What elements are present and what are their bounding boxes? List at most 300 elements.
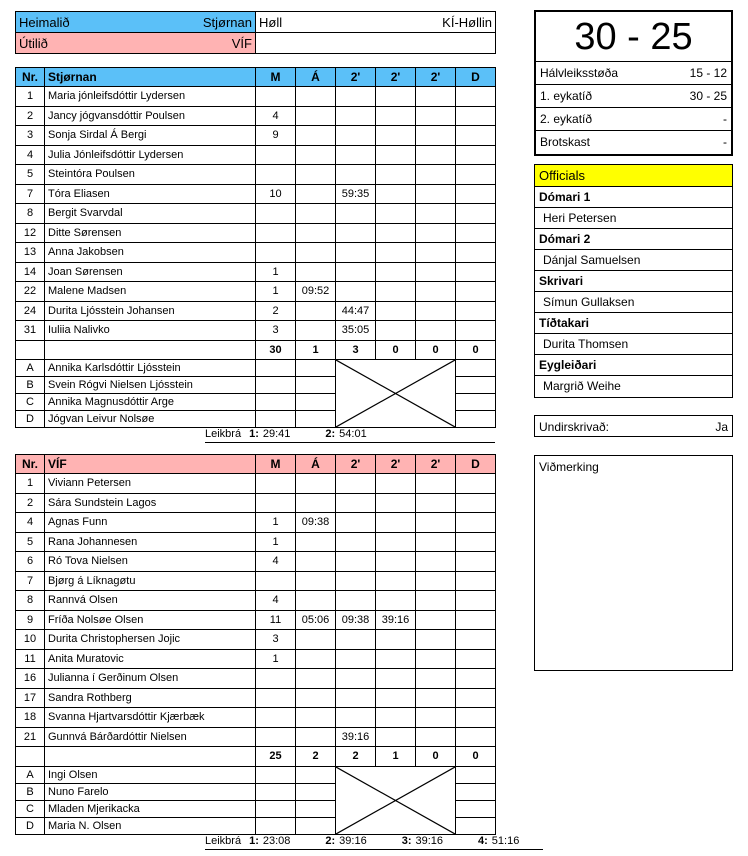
- total-d: 0: [456, 747, 496, 767]
- col-stat: 2': [336, 455, 376, 474]
- player-stat-a: [296, 165, 336, 185]
- player-stat-t1: [336, 571, 376, 591]
- player-name: Sára Sundstein Lagos: [45, 493, 256, 513]
- official-stat-a: [296, 783, 336, 800]
- total-t2: 0: [376, 340, 416, 360]
- away-team-cell: [16, 33, 256, 54]
- player-stat-m: [256, 223, 296, 243]
- total-t2: 1: [376, 747, 416, 767]
- player-number: 18: [16, 708, 45, 728]
- official-stat-d: [456, 394, 496, 411]
- player-stat-d: [456, 126, 496, 146]
- official-stat-d: [456, 817, 496, 834]
- official-letter: B: [16, 783, 45, 800]
- totals-row: [16, 340, 496, 360]
- col-stat: 2': [376, 455, 416, 474]
- totals-nr-blank: [16, 340, 45, 360]
- official-stat-m: [256, 817, 296, 834]
- player-row: [16, 610, 496, 630]
- official-person: Heri Petersen: [535, 208, 732, 229]
- score-detail-value: -: [723, 112, 727, 126]
- player-number: 2: [16, 106, 45, 126]
- player-stat-t3: [416, 301, 456, 321]
- player-row: [16, 301, 496, 321]
- player-name: Tóra Eliasen: [45, 184, 256, 204]
- player-stat-t1: [336, 106, 376, 126]
- timeout-time: 39:16: [339, 835, 367, 847]
- player-row: [16, 184, 496, 204]
- team-official-row: [16, 360, 496, 377]
- col-stat: 2': [336, 68, 376, 87]
- home-team-table: [15, 67, 496, 428]
- player-stat-m: 10: [256, 184, 296, 204]
- official-stat-m: [256, 766, 296, 783]
- player-stat-t3: [416, 223, 456, 243]
- player-stat-d: [456, 610, 496, 630]
- player-stat-a: [296, 571, 336, 591]
- player-stat-a: [296, 727, 336, 747]
- player-stat-t1: [336, 688, 376, 708]
- player-stat-a: [296, 532, 336, 552]
- player-stat-a: [296, 106, 336, 126]
- player-number: 22: [16, 282, 45, 302]
- timeout-time: 23:08: [262, 835, 291, 847]
- player-number: 13: [16, 243, 45, 263]
- player-stat-a: [296, 126, 336, 146]
- player-stat-t3: [416, 204, 456, 224]
- player-stat-t2: [376, 532, 416, 552]
- player-stat-t3: [416, 282, 456, 302]
- cross-mark-icon: [336, 767, 455, 834]
- player-stat-t2: [376, 513, 416, 533]
- officials-panel: [534, 164, 733, 398]
- player-stat-d: [456, 532, 496, 552]
- player-name: Fríða Nolsøe Olsen: [45, 610, 256, 630]
- player-stat-a: [296, 87, 336, 107]
- player-stat-t2: [376, 727, 416, 747]
- official-role: Eygleiðari: [535, 355, 732, 376]
- col-team-name: VÍF: [45, 455, 256, 474]
- official-person: Durita Thomsen: [535, 334, 732, 355]
- player-name: Bergit Svarvdal: [45, 204, 256, 224]
- score-detail-label: Hálvleiksstøða: [540, 66, 619, 80]
- player-stat-t1: [336, 87, 376, 107]
- official-letter: B: [16, 377, 45, 394]
- timeout-entry: [249, 428, 290, 440]
- player-number: 7: [16, 571, 45, 591]
- player-row: [16, 243, 496, 263]
- player-stat-t3: [416, 649, 456, 669]
- player-name: Gunnvá Bárðardóttir Nielsen: [45, 727, 256, 747]
- player-number: 2: [16, 493, 45, 513]
- player-stat-t1: [336, 282, 376, 302]
- player-number: 14: [16, 262, 45, 282]
- player-stat-a: 05:06: [296, 610, 336, 630]
- remarks-label: Viðmerking: [539, 460, 599, 474]
- crossed-out-cell: [336, 360, 456, 428]
- player-stat-d: [456, 688, 496, 708]
- player-row: [16, 282, 496, 302]
- player-name: Svanna Hjartvarsdóttir Kjærbæk: [45, 708, 256, 728]
- player-row: [16, 532, 496, 552]
- player-stat-t2: [376, 223, 416, 243]
- total-a: 2: [296, 747, 336, 767]
- player-stat-t3: [416, 184, 456, 204]
- official-stat-a: [296, 766, 336, 783]
- player-name: Sonja Sirdal Á Bergi: [45, 126, 256, 146]
- timeout-time: 51:16: [491, 835, 520, 847]
- timeout-entry: [325, 428, 366, 440]
- player-number: 24: [16, 301, 45, 321]
- official-stat-a: [296, 377, 336, 394]
- player-stat-t1: 39:16: [336, 727, 376, 747]
- official-person: Dánjal Samuelsen: [535, 250, 732, 271]
- col-stat: 2': [376, 68, 416, 87]
- player-stat-a: [296, 649, 336, 669]
- player-row: [16, 262, 496, 282]
- player-number: 1: [16, 474, 45, 494]
- player-stat-m: 4: [256, 591, 296, 611]
- player-row: [16, 493, 496, 513]
- player-row: [16, 204, 496, 224]
- total-t1: 3: [336, 340, 376, 360]
- away-venue-cell: [256, 33, 496, 54]
- official-stat-d: [456, 411, 496, 428]
- player-number: 16: [16, 669, 45, 689]
- timeout-number: 2:: [325, 428, 336, 440]
- player-stat-d: [456, 669, 496, 689]
- score-detail-label: 2. eykatíð: [540, 112, 593, 126]
- official-name: Jógvan Leivur Nolsøe: [45, 411, 256, 428]
- player-stat-t2: [376, 106, 416, 126]
- player-number: 4: [16, 145, 45, 165]
- signed-value: Ja: [715, 420, 728, 434]
- player-number: 8: [16, 591, 45, 611]
- player-stat-t1: [336, 532, 376, 552]
- official-stat-a: [296, 394, 336, 411]
- official-stat-m: [256, 411, 296, 428]
- player-stat-t1: [336, 493, 376, 513]
- player-stat-a: [296, 204, 336, 224]
- col-nr: Nr.: [16, 455, 45, 474]
- crossed-out-cell: [336, 766, 456, 834]
- score-detail-row: [536, 85, 731, 108]
- player-stat-a: [296, 630, 336, 650]
- player-stat-m: 9: [256, 126, 296, 146]
- official-stat-a: [296, 360, 336, 377]
- score-detail-row: [536, 108, 731, 131]
- official-stat-d: [456, 377, 496, 394]
- player-number: 4: [16, 513, 45, 533]
- player-stat-t2: [376, 552, 416, 572]
- official-name: Svein Rógvi Nielsen Ljósstein: [45, 377, 256, 394]
- player-stat-t1: [336, 243, 376, 263]
- away-team-name: VÍF: [231, 35, 252, 51]
- signed-row: [534, 415, 733, 437]
- timeouts-label: Leikbrá: [205, 835, 242, 847]
- table-header-row: [16, 455, 496, 474]
- player-stat-t1: [336, 591, 376, 611]
- player-row: [16, 649, 496, 669]
- player-stat-t1: [336, 513, 376, 533]
- player-stat-t3: [416, 532, 456, 552]
- player-stat-t3: [416, 262, 456, 282]
- player-row: [16, 106, 496, 126]
- player-stat-t3: [416, 727, 456, 747]
- player-stat-m: [256, 474, 296, 494]
- player-stat-t2: [376, 708, 416, 728]
- total-d: 0: [456, 340, 496, 360]
- total-t3: 0: [416, 340, 456, 360]
- player-row: [16, 126, 496, 146]
- col-stat: D: [456, 68, 496, 87]
- player-stat-t2: [376, 649, 416, 669]
- player-stat-d: [456, 493, 496, 513]
- official-letter: A: [16, 360, 45, 377]
- player-stat-t2: 39:16: [376, 610, 416, 630]
- player-stat-a: [296, 262, 336, 282]
- player-row: [16, 571, 496, 591]
- player-stat-m: 3: [256, 321, 296, 341]
- player-stat-a: 09:38: [296, 513, 336, 533]
- timeout-number: 1:: [249, 835, 259, 847]
- official-role: Dómari 1: [535, 187, 732, 208]
- player-stat-d: [456, 513, 496, 533]
- player-stat-t2: [376, 165, 416, 185]
- official-name: Nuno Farelo: [45, 783, 256, 800]
- official-name: Maria N. Olsen: [45, 817, 256, 834]
- player-stat-m: 1: [256, 262, 296, 282]
- score-detail-row: [536, 131, 731, 154]
- official-stat-a: [296, 817, 336, 834]
- player-number: 6: [16, 552, 45, 572]
- away-label: Útilið: [19, 35, 48, 51]
- official-name: Ingi Olsen: [45, 766, 256, 783]
- away-team-table: [15, 454, 496, 835]
- timeout-time: 39:16: [415, 835, 444, 847]
- player-stat-m: 1: [256, 282, 296, 302]
- player-name: Durita Ljósstein Johansen: [45, 301, 256, 321]
- score-detail-value: 15 - 12: [689, 66, 727, 80]
- player-stat-t2: [376, 243, 416, 263]
- player-stat-t1: 59:35: [336, 184, 376, 204]
- player-stat-a: [296, 669, 336, 689]
- player-name: Joan Sørensen: [45, 262, 256, 282]
- player-stat-t2: [376, 321, 416, 341]
- player-name: Ró Tova Nielsen: [45, 552, 256, 572]
- total-t3: 0: [416, 747, 456, 767]
- official-name: Annika Magnusdóttir Arge: [45, 394, 256, 411]
- player-stat-a: [296, 243, 336, 263]
- player-stat-d: [456, 474, 496, 494]
- player-name: Julianna í Gerðinum Olsen: [45, 669, 256, 689]
- player-stat-d: [456, 727, 496, 747]
- totals-row: [16, 747, 496, 767]
- totals-name-blank: [45, 747, 256, 767]
- player-stat-a: [296, 708, 336, 728]
- player-stat-t3: [416, 630, 456, 650]
- player-stat-a: [296, 301, 336, 321]
- official-stat-d: [456, 800, 496, 817]
- player-row: [16, 145, 496, 165]
- player-number: 7: [16, 184, 45, 204]
- player-number: 12: [16, 223, 45, 243]
- player-stat-t1: [336, 630, 376, 650]
- col-stat: M: [256, 68, 296, 87]
- player-stat-t2: [376, 301, 416, 321]
- player-stat-t3: [416, 591, 456, 611]
- player-stat-t1: [336, 708, 376, 728]
- player-stat-t2: [376, 474, 416, 494]
- official-stat-m: [256, 800, 296, 817]
- timeout-entry: [402, 835, 443, 847]
- player-stat-d: [456, 145, 496, 165]
- away-timeouts: [205, 835, 543, 850]
- player-stat-t3: [416, 610, 456, 630]
- player-name: Maria jónleifsdóttir Lydersen: [45, 87, 256, 107]
- player-row: [16, 321, 496, 341]
- timeout-number: 1:: [249, 428, 259, 440]
- player-row: [16, 688, 496, 708]
- timeout-entry: [478, 835, 519, 847]
- player-stat-t3: [416, 126, 456, 146]
- player-row: [16, 165, 496, 185]
- player-name: Durita Christophersen Jojic: [45, 630, 256, 650]
- player-stat-m: 2: [256, 301, 296, 321]
- player-stat-t2: [376, 591, 416, 611]
- official-name: Mladen Mjerikacka: [45, 800, 256, 817]
- score-detail-row: [536, 62, 731, 85]
- officials-title: Officials: [535, 165, 732, 187]
- venue-cell: [256, 12, 496, 33]
- player-stat-d: [456, 321, 496, 341]
- total-m: 30: [256, 340, 296, 360]
- official-stat-d: [456, 783, 496, 800]
- player-stat-t1: [336, 223, 376, 243]
- official-person: Símun Gullaksen: [535, 292, 732, 313]
- player-stat-d: [456, 106, 496, 126]
- player-number: 1: [16, 87, 45, 107]
- official-role: Skrivari: [535, 271, 732, 292]
- player-stat-t2: [376, 282, 416, 302]
- player-stat-a: [296, 474, 336, 494]
- player-stat-d: [456, 591, 496, 611]
- player-number: 11: [16, 649, 45, 669]
- player-row: [16, 630, 496, 650]
- player-stat-d: [456, 282, 496, 302]
- home-team-cell: [16, 12, 256, 33]
- official-letter: A: [16, 766, 45, 783]
- timeout-number: 2:: [325, 835, 336, 847]
- player-stat-m: [256, 165, 296, 185]
- official-stat-m: [256, 377, 296, 394]
- player-stat-d: [456, 708, 496, 728]
- player-stat-t3: [416, 474, 456, 494]
- official-name: Annika Karlsdóttir Ljósstein: [45, 360, 256, 377]
- player-stat-t1: [336, 262, 376, 282]
- team-official-row: [16, 766, 496, 783]
- player-stat-t1: [336, 204, 376, 224]
- player-stat-t2: [376, 630, 416, 650]
- player-number: 3: [16, 126, 45, 146]
- player-stat-d: [456, 262, 496, 282]
- player-number: 5: [16, 165, 45, 185]
- venue-name: KÍ-Høllin: [442, 14, 492, 30]
- player-stat-t3: [416, 106, 456, 126]
- player-stat-a: [296, 552, 336, 572]
- player-stat-a: [296, 321, 336, 341]
- official-letter: C: [16, 800, 45, 817]
- player-stat-m: 3: [256, 630, 296, 650]
- player-name: Ditte Sørensen: [45, 223, 256, 243]
- player-stat-t3: [416, 688, 456, 708]
- totals-name-blank: [45, 340, 256, 360]
- official-role: Tíðtakari: [535, 313, 732, 334]
- table-header-row: [16, 68, 496, 87]
- player-stat-t3: [416, 552, 456, 572]
- total-t1: 2: [336, 747, 376, 767]
- player-name: Jancy jógvansdóttir Poulsen: [45, 106, 256, 126]
- player-stat-m: [256, 145, 296, 165]
- col-stat: Á: [296, 68, 336, 87]
- official-person: Margrið Weihe: [543, 379, 621, 393]
- player-stat-t3: [416, 321, 456, 341]
- player-stat-a: [296, 493, 336, 513]
- player-stat-t2: [376, 184, 416, 204]
- player-stat-m: [256, 571, 296, 591]
- player-stat-t1: [336, 126, 376, 146]
- total-a: 1: [296, 340, 336, 360]
- player-stat-d: [456, 301, 496, 321]
- player-number: 21: [16, 727, 45, 747]
- player-stat-d: [456, 552, 496, 572]
- cross-mark-icon: [336, 360, 455, 427]
- player-stat-t2: [376, 87, 416, 107]
- player-stat-t3: [416, 87, 456, 107]
- player-stat-a: [296, 145, 336, 165]
- timeout-entry: [325, 835, 366, 847]
- player-name: Malene Madsen: [45, 282, 256, 302]
- official-stat-m: [256, 783, 296, 800]
- player-stat-d: [456, 184, 496, 204]
- player-stat-m: [256, 243, 296, 263]
- player-number: 8: [16, 204, 45, 224]
- official-stat-d: [456, 766, 496, 783]
- player-name: Anita Muratovic: [45, 649, 256, 669]
- player-stat-m: [256, 204, 296, 224]
- player-stat-t2: [376, 688, 416, 708]
- player-name: Viviann Petersen: [45, 474, 256, 494]
- player-stat-a: [296, 688, 336, 708]
- player-stat-m: [256, 87, 296, 107]
- player-stat-a: [296, 184, 336, 204]
- player-stat-t2: [376, 493, 416, 513]
- player-stat-m: 1: [256, 649, 296, 669]
- player-stat-d: [456, 165, 496, 185]
- col-stat: 2': [416, 455, 456, 474]
- player-number: 10: [16, 630, 45, 650]
- player-stat-m: [256, 727, 296, 747]
- player-name: Anna Jakobsen: [45, 243, 256, 263]
- timeout-time: 54:01: [339, 428, 367, 440]
- player-number: 31: [16, 321, 45, 341]
- player-stat-t3: [416, 708, 456, 728]
- player-number: 17: [16, 688, 45, 708]
- official-stat-a: [296, 800, 336, 817]
- score-detail-label: 1. eykatíð: [540, 89, 593, 103]
- player-row: [16, 223, 496, 243]
- player-stat-t1: [336, 474, 376, 494]
